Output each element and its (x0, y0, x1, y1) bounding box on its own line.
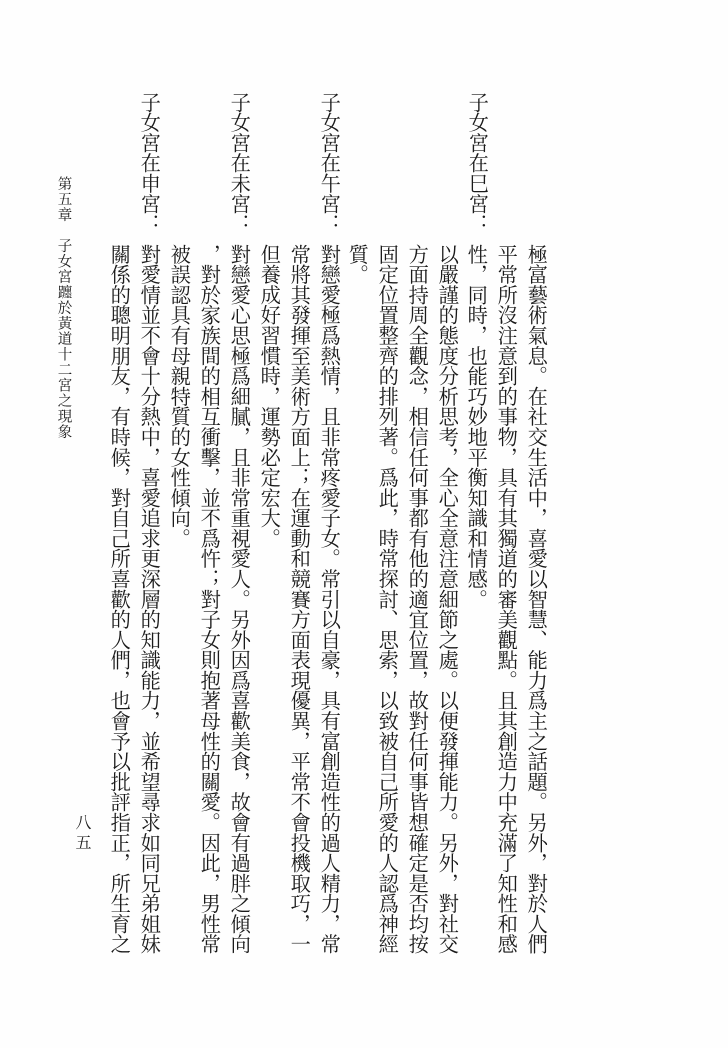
section-heading: 子女宮在申宮： (137, 92, 162, 235)
text-line: 固定位置整齊的排列著。爲此，時常探討、思索，以致被自己所愛的人認爲神經 (375, 244, 400, 955)
text-line: 對愛情並不會十分熱中，喜愛追求更深層的知識能力，並希望尋求如同兄弟姐妹 (137, 244, 162, 955)
section-heading: 子女宮在未宮： (227, 92, 252, 235)
text-line: 被誤認具有母親特質的女性傾向。 (167, 244, 192, 549)
text-line: 方面持周全觀念，相信任何事都有他的適宜位置，故對任何事皆想確定是否均按 (405, 244, 430, 955)
text-line: 性，同時，也能巧妙地平衡知識和情感。 (464, 244, 489, 610)
section-heading: 子女宮在午宮： (317, 92, 342, 235)
page-number: 八五 (73, 814, 92, 854)
text-line: 但養成好習慣時，運勢必定宏大。 (257, 244, 282, 549)
text-line: 對戀愛心思極爲細膩，且非常重視愛人。另外因爲喜歡美食，故會有過胖之傾向 (227, 244, 252, 955)
text-line: 極富藝術氣息。在社交生活中，喜愛以智慧、能力爲主之話題。另外，對於人們 (524, 244, 549, 955)
text-line: 質。 (345, 244, 370, 285)
text-line: 常將其發揮至美術方面上；在運動和競賽方面表現優異，平常不會投機取巧，一 (287, 244, 312, 955)
running-head: 第五章 子女宮躔於黃道十二宮之現象 (55, 176, 72, 440)
text-line: 以嚴謹的態度分析思考，全心全意注意細節之處。以便發揮能力。另外，對社交 (435, 244, 460, 955)
text-line: ，對於家族間的相互衝擊，並不爲忤；對子女則抱著母性的關愛。因此，男性常 (197, 244, 222, 955)
text-line: 對戀愛極爲熱情，且非常疼愛子女。常引以自豪，具有富創造性的過人精力，常 (317, 244, 342, 955)
text-line: 平常所沒注意到的事物，具有其獨道的審美觀點。且其創造力中充滿了知性和感 (494, 244, 519, 955)
section-heading: 子女宮在巳宮： (465, 92, 490, 235)
text-line: 關係的聰明朋友，有時候，對自己所喜歡的人們，也會予以批評指正，所生育之 (107, 244, 132, 955)
